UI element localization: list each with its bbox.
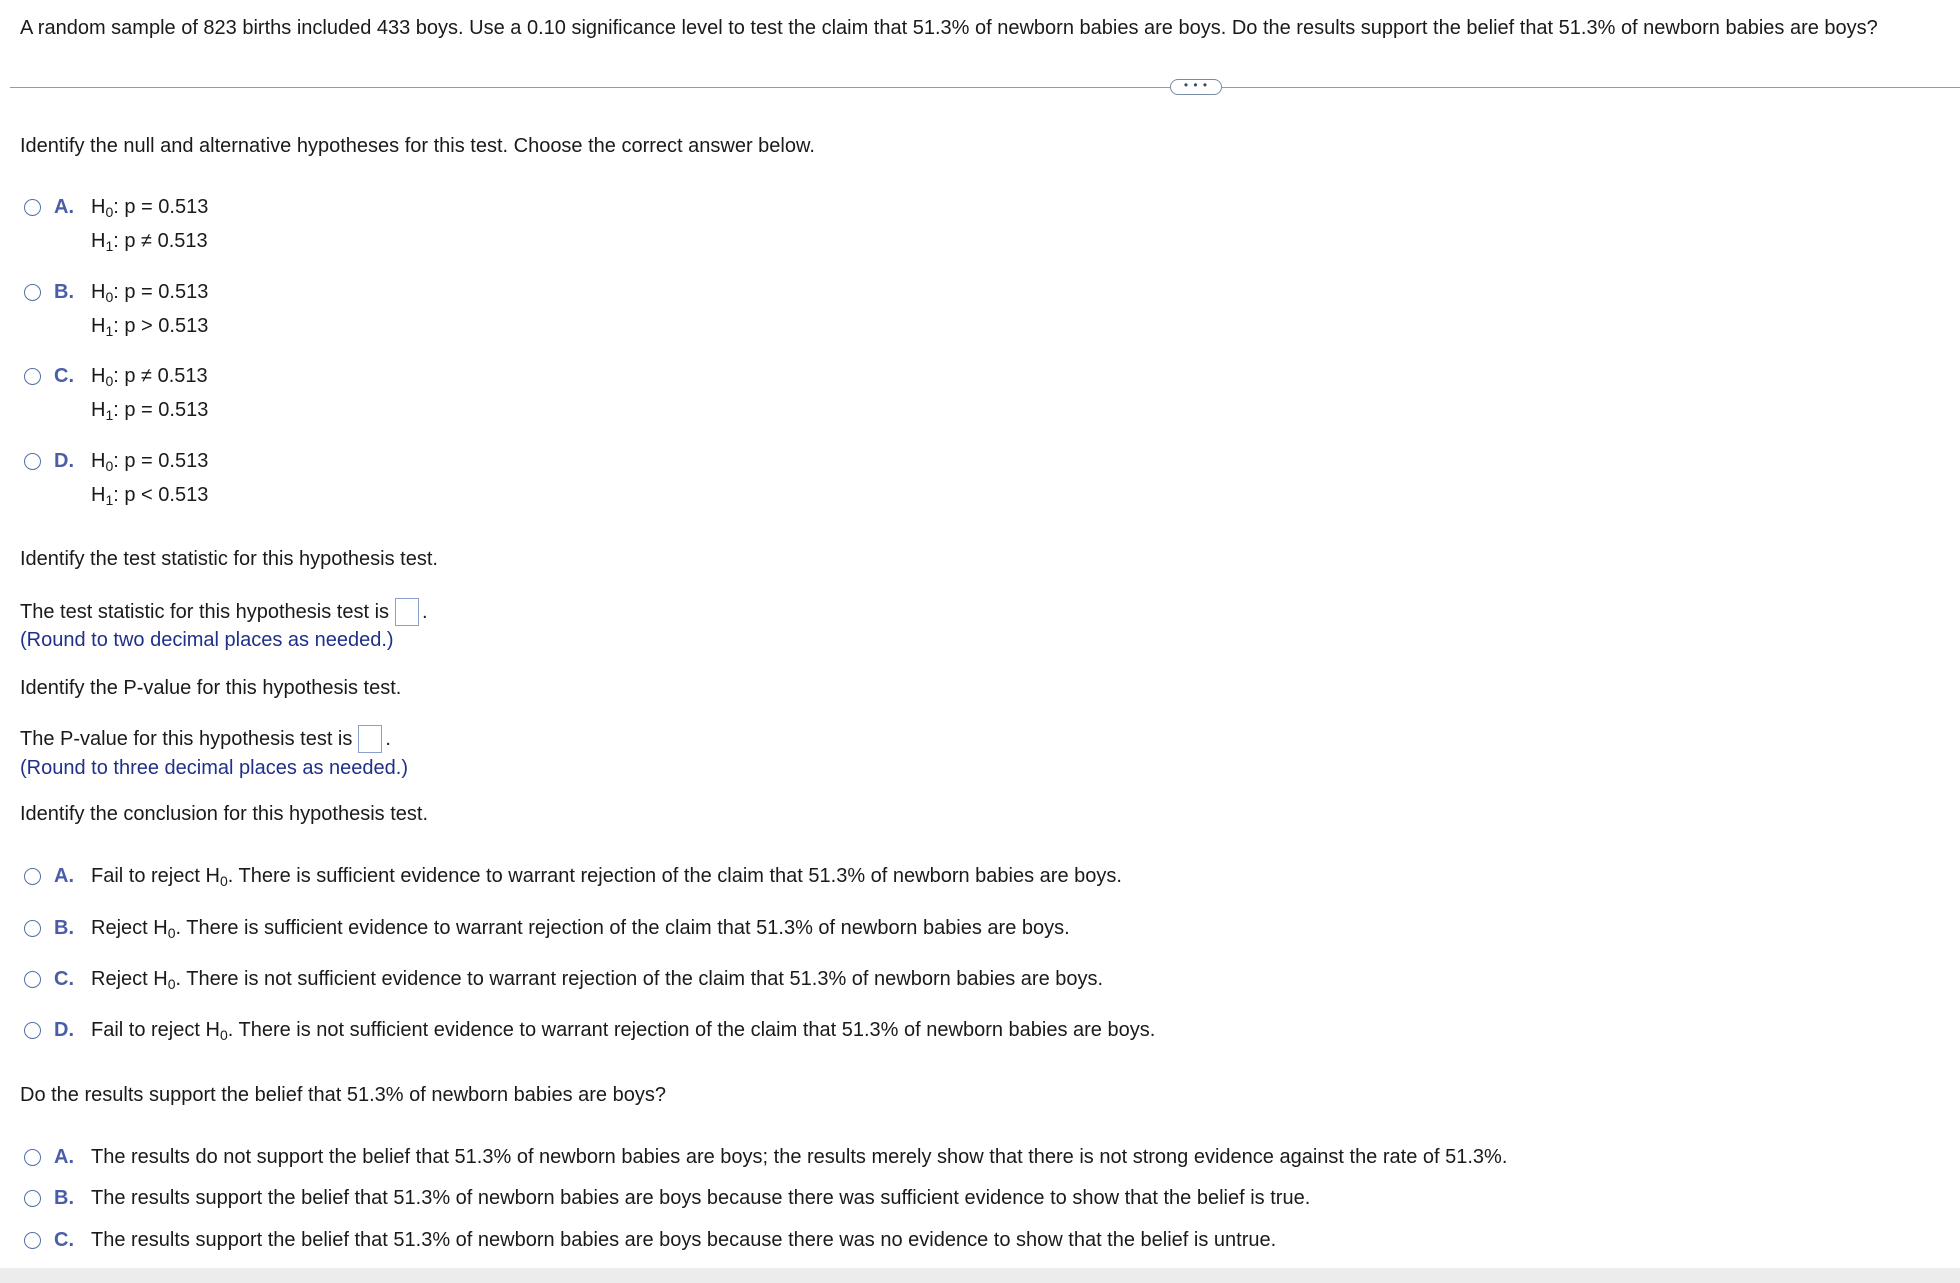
alternative-hypothesis: $H_1$: p = 0.513 xyxy=(91,399,209,423)
test-statistic-sentence: The test statistic for this hypothesis test is xyxy=(20,601,390,623)
hypotheses-prompt: Identify the null and alternative hypotheses for this test. Choose the correct answer below. xyxy=(20,135,815,157)
option-letter: D. xyxy=(54,1019,74,1041)
radio-button[interactable] xyxy=(24,368,41,385)
radio-button[interactable] xyxy=(24,199,41,216)
radio-button[interactable] xyxy=(24,920,41,937)
null-hypothesis: $H_0$: p = 0.513 xyxy=(91,450,209,474)
option-text: Fail to reject $H_0$. There is sufficient evidence to warrant rejection of the claim that 51.3% of newborn babies are boys. xyxy=(91,865,1122,889)
option-letter: A. xyxy=(54,865,74,887)
option-text: The results support the belief that 51.3% of newborn babies are boys because there was no evidence to show that the belief is untrue. xyxy=(91,1229,1277,1251)
p-value-sentence: The P-value for this hypothesis test is xyxy=(20,728,353,750)
radio-button[interactable] xyxy=(24,284,41,301)
option-text: Fail to reject $H_0$. There is not sufficient evidence to warrant rejection of the claim that 51.3% of newborn babies are boys. xyxy=(91,1019,1156,1043)
alternative-hypothesis: $H_1$: p ≠ 0.513 xyxy=(91,230,208,254)
null-hypothesis: $H_0$: p ≠ 0.513 xyxy=(91,365,208,389)
radio-button[interactable] xyxy=(24,868,41,885)
p-value-line: The P-value for this hypothesis test is . xyxy=(20,725,391,753)
support-prompt: Do the results support the belief that 51.3% of newborn babies are boys? xyxy=(20,1084,666,1106)
option-text: Reject $H_0$. There is sufficient evidence to warrant rejection of the claim that 51.3% of newborn babies are boys. xyxy=(91,917,1070,941)
bottom-scroll-area xyxy=(0,1268,1960,1283)
p-value-rounding-note: (Round to three decimal places as needed.) xyxy=(20,757,409,779)
test-statistic-prompt: Identify the test statistic for this hypothesis test. xyxy=(20,548,438,570)
option-letter: D. xyxy=(54,450,74,472)
option-letter: B. xyxy=(54,281,74,303)
test-statistic-line: The test statistic for this hypothesis test is . xyxy=(20,598,428,626)
option-letter: A. xyxy=(54,1146,74,1168)
radio-button[interactable] xyxy=(24,1232,41,1249)
conclusion-prompt: Identify the conclusion for this hypothesis test. xyxy=(20,803,428,825)
test-statistic-rounding-note: (Round to two decimal places as needed.) xyxy=(20,629,394,651)
alternative-hypothesis: $H_1$: p < 0.513 xyxy=(91,484,209,508)
p-value-prompt: Identify the P-value for this hypothesis test. xyxy=(20,677,402,699)
radio-button[interactable] xyxy=(24,1149,41,1166)
radio-button[interactable] xyxy=(24,971,41,988)
radio-button[interactable] xyxy=(24,1022,41,1039)
option-letter: B. xyxy=(54,917,74,939)
alternative-hypothesis: $H_1$: p > 0.513 xyxy=(91,315,209,339)
more-options-button[interactable]: • • • xyxy=(1170,79,1222,95)
problem-statement: A random sample of 823 births included 433 boys. Use a 0.10 significance level to test the claim that 51.3% of newborn babies are boys. Do the results support the belief that 51.3% of newborn babies are boys? xyxy=(20,17,1878,39)
option-letter: C. xyxy=(54,968,74,990)
radio-button[interactable] xyxy=(24,453,41,470)
null-hypothesis: $H_0$: p = 0.513 xyxy=(91,196,209,220)
section-divider xyxy=(10,87,1960,88)
test-statistic-input[interactable] xyxy=(395,598,419,626)
option-text: Reject $H_0$. There is not sufficient evidence to warrant rejection of the claim that 51.3% of newborn babies are boys. xyxy=(91,968,1104,992)
option-letter: B. xyxy=(54,1187,74,1209)
p-value-input[interactable] xyxy=(358,725,382,753)
option-letter: A. xyxy=(54,196,74,218)
option-letter: C. xyxy=(54,1229,74,1251)
option-text: The results do not support the belief that 51.3% of newborn babies are boys; the results merely show that there is not strong evidence against the rate of 51.3%. xyxy=(91,1146,1508,1168)
null-hypothesis: $H_0$: p = 0.513 xyxy=(91,281,209,305)
option-letter: C. xyxy=(54,365,74,387)
radio-button[interactable] xyxy=(24,1190,41,1207)
option-text: The results support the belief that 51.3% of newborn babies are boys because there was sufficient evidence to show that the belief is true. xyxy=(91,1187,1311,1209)
